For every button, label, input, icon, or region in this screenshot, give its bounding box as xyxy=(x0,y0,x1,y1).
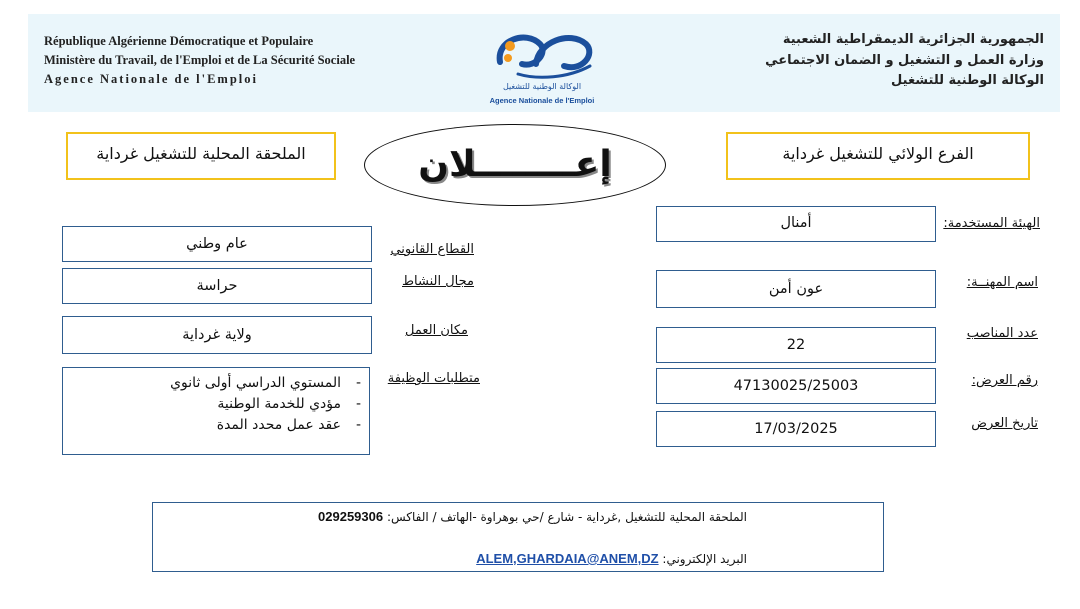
announcement-title: إعــــــــلان xyxy=(418,144,612,185)
header-ar-line-3: الوكالة الوطنية للتشغيل xyxy=(891,73,1044,88)
requirement-item: - مؤدي للخدمة الوطنية xyxy=(217,396,361,412)
footer-address-line xyxy=(318,509,747,524)
requirement-item: - عقد عمل محدد المدة xyxy=(216,417,361,433)
footer-email-label: البريد الإلكتروني: xyxy=(662,552,747,566)
value-positions: 22 xyxy=(656,327,936,363)
header-fr-line-1: République Algérienne Démocratique et Populaire xyxy=(44,34,314,48)
label-requirements: متطلبات الوظيفة xyxy=(387,371,480,386)
value-legal-sector: عام وطني xyxy=(62,226,372,262)
label-legal-sector: القطاع القانوني xyxy=(390,242,474,257)
header-ar-line-2: وزارة العمل و التشغيل و الضمان الاجتماعي xyxy=(765,53,1044,68)
label-offer-date: تاريخ العرض xyxy=(971,416,1038,431)
label-positions: عدد المناصب xyxy=(966,326,1038,341)
value-offer-date: 17/03/2025 xyxy=(656,411,936,447)
header-fr-line-2: Ministère du Travail, de l'Emploi et de La Sécurité Sociale xyxy=(44,53,356,67)
value-employer: أمنال xyxy=(656,206,936,242)
value-offer-number: 47130025/25003 xyxy=(656,368,936,404)
requirements-list xyxy=(63,373,369,436)
value-activity-field: حراسة xyxy=(62,268,372,304)
value-profession: عون أمن xyxy=(656,270,936,308)
header-ar-line-1: الجمهورية الجزائرية الديمقراطية الشعبية xyxy=(782,32,1044,47)
logo-caption-fr: Agence Nationale de l'Emploi xyxy=(489,96,595,105)
label-offer-number: رقم العرض: xyxy=(971,373,1038,388)
header-fr-line-3: Agence Nationale de l'Emploi xyxy=(44,72,258,86)
contact-footer xyxy=(152,502,884,572)
footer-email-link[interactable]: ALEM,GHARDAIA@ANEM,DZ xyxy=(476,551,659,566)
announcement-oval xyxy=(364,124,666,206)
label-activity-field: مجال النشاط xyxy=(402,274,474,289)
footer-email-line xyxy=(476,551,747,566)
label-work-place: مكان العمل xyxy=(405,323,468,338)
title-box-right: الفرع الولائي للتشغيل غرداية xyxy=(726,132,1030,180)
label-profession: اسم المهنــة: xyxy=(966,275,1038,290)
anem-logo-icon xyxy=(478,22,606,84)
value-work-place: ولاية غرداية xyxy=(62,316,372,354)
footer-address: الملحقة المحلية للتشغيل ,غرداية - شارع /حي بوهراوة -الهاتف / الفاكس: xyxy=(386,510,747,524)
anem-logo xyxy=(478,22,606,108)
requirement-item: - المستوي الدراسي أولى ثانوي xyxy=(170,375,361,391)
requirements-box xyxy=(62,367,370,455)
logo-caption-ar: الوكالة الوطنية للتشغيل xyxy=(502,82,582,91)
title-box-left: الملحقة المحلية للتشغيل غرداية xyxy=(66,132,336,180)
label-employer: الهيئة المستخدمة: xyxy=(943,216,1040,231)
footer-phone: 029259306 xyxy=(318,509,384,524)
